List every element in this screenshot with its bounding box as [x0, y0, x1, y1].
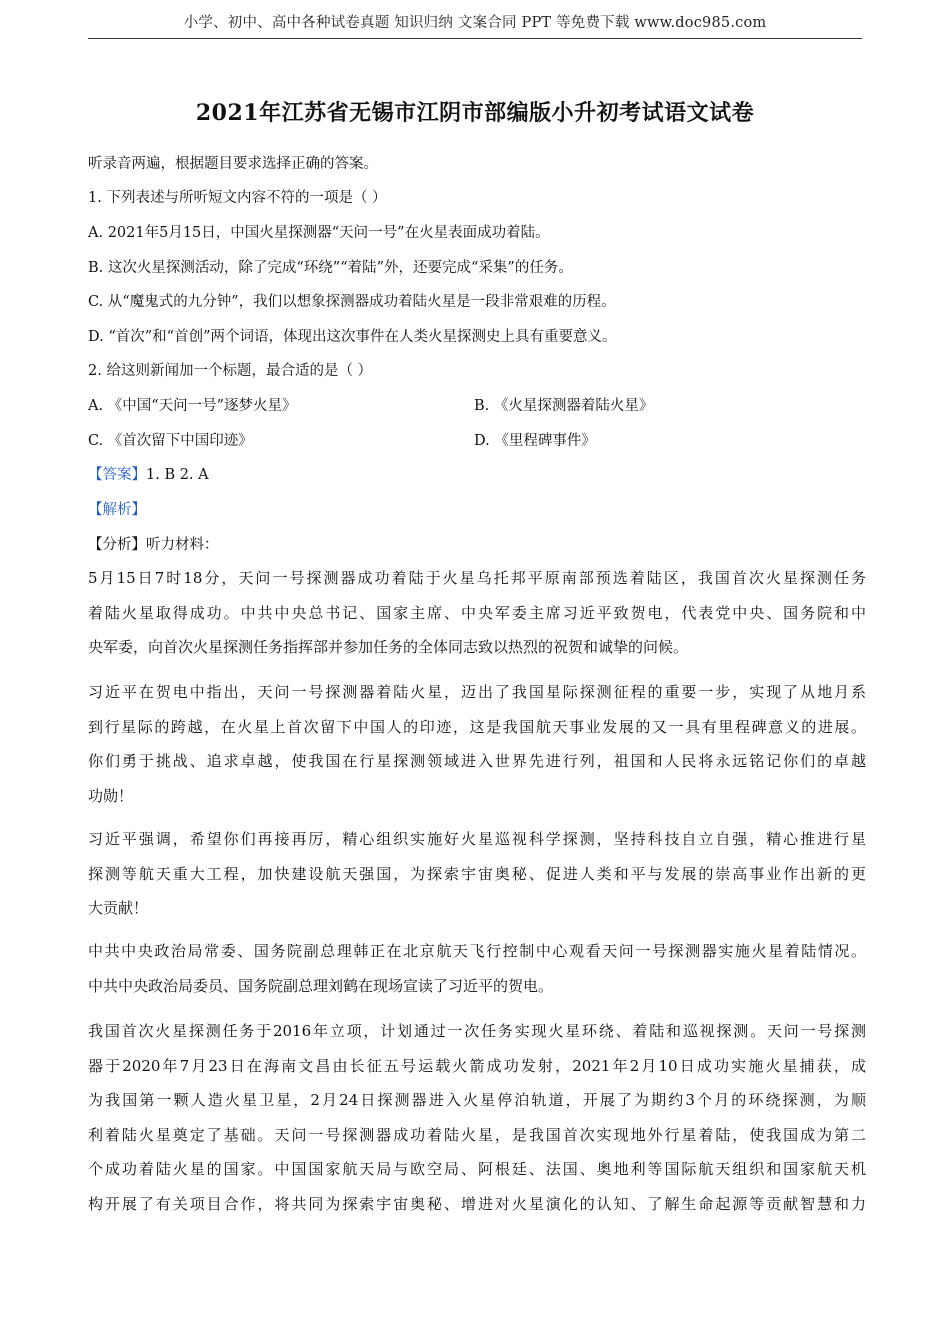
- answer-tag: 【答案】: [88, 467, 146, 483]
- answer-line: [88, 463, 209, 484]
- question-1-option-b: B. 这次火星探测活动，除了完成“环绕”“着陆”外，还要完成“采集”的任务。: [88, 260, 573, 276]
- paragraph-line: 功勋！: [88, 786, 134, 805]
- paragraph-line: 器于2020年7月23日在海南文昌由长征五号运载火箭成功发射，2021年2月10日成功实施火星捕获，成: [88, 1056, 866, 1075]
- question-1-option-d: D. “首次”和“首创”两个词语，体现出这次事件在人类火星探测史上具有重要意义。: [88, 329, 617, 345]
- question-2-stem: 2. 给这则新闻加一个标题，最合适的是（ ）: [88, 363, 373, 379]
- paragraph-1: [88, 561, 866, 665]
- fenxi-text: 听力材料：: [146, 537, 219, 553]
- paragraph-line: 到行星际的跨越，在火星上首次留下中国人的印迹，这是我国航天事业发展的又一具有里程碑意义的进展。: [88, 717, 866, 736]
- paragraph-line: 构开展了有关项目合作，将共同为探索宇宙奥秘、增进对火星演化的认知、了解生命起源等贡献智慧和力: [88, 1194, 866, 1213]
- document-title: 2021年江苏省无锡市江阴市部编版小升初考试语文试卷: [195, 100, 755, 126]
- question-1-option-c: C. 从“魔鬼式的九分钟”，我们以想象探测器成功着陆火星是一段非常艰难的历程。: [88, 294, 616, 310]
- paragraph-line: 中共中央政治局委员、国务院副总理刘鹤在现场宣读了习近平的贺电。: [88, 976, 554, 995]
- analysis-line: [88, 498, 146, 519]
- paragraph-line: 央军委，向首次火星探测任务指挥部并参加任务的全体同志致以热烈的祝贺和诚挚的问候。: [88, 638, 689, 656]
- paragraph-line: 5月15日7时18分，天问一号探测器成功着陆于火星乌托邦平原南部预选着陆区，我国首次火星探测任务: [88, 569, 866, 587]
- paragraph-line: 你们勇于挑战、追求卓越，使我国在行星探测领域进入世界先进行列，祖国和人民将永远铭记你们的卓越: [88, 752, 866, 770]
- paragraph-5: [88, 1014, 866, 1221]
- paragraph-line: 大贡献！: [88, 899, 149, 917]
- paragraph-4: [88, 934, 866, 1003]
- instruction: 听录音两遍，根据题目要求选择正确的答案。: [88, 156, 378, 172]
- paragraph-2: [88, 675, 866, 813]
- question-2-option-b: B. 《火星探测器着陆火星》: [474, 398, 654, 414]
- question-2-option-c: C. 《首次留下中国印迹》: [88, 433, 253, 449]
- answer-text: 1. B 2. A: [146, 467, 209, 483]
- paragraph-3: [88, 822, 866, 926]
- paragraph-line: 利着陆火星奠定了基础。天问一号探测器成功着陆火星，是我国首次实现地外行星着陆，使我国成为第二: [88, 1125, 866, 1144]
- question-1-stem: 1. 下列表述与所听短文内容不符的一项是（ ）: [88, 190, 387, 206]
- question-1-option-a: A. 2021年5月15日，中国火星探测器“天问一号”在火星表面成功着陆。: [88, 225, 550, 241]
- question-2-option-d: D. 《里程碑事件》: [474, 433, 596, 449]
- paragraph-line: 个成功着陆火星的国家。中国国家航天局与欧空局、阿根廷、法国、奥地利等国际航天组织和国家航天机: [88, 1160, 866, 1178]
- header-divider: [88, 38, 862, 39]
- paragraph-line: 着陆火星取得成功。中共中央总书记、国家主席、中央军委主席习近平致贺电，代表党中央、国务院和中: [88, 603, 866, 622]
- paragraph-line: 为我国第一颗人造火星卫星，2月24日探测器进入火星停泊轨道，开展了为期约3个月的环绕探测，为顺: [88, 1091, 866, 1109]
- analysis-tag: 【解析】: [88, 502, 146, 518]
- paragraph-line: 探测等航天重大工程，加快建设航天强国，为探索宇宙奥秘、促进人类和平与发展的崇高事业作出新的更: [88, 864, 866, 883]
- question-2-option-a: A. 《中国“天问一号”逐梦火星》: [88, 398, 297, 414]
- fenxi-tag: 【分析】: [88, 537, 146, 553]
- paragraph-line: 习近平在贺电中指出，天问一号探测器着陆火星，迈出了我国星际探测征程的重要一步，实现了从地月系: [88, 683, 866, 701]
- fenxi-line: [88, 533, 219, 554]
- paragraph-line: 中共中央政治局常委、国务院副总理韩正在北京航天飞行控制中心观看天问一号探测器实施火星着陆情况。: [88, 942, 866, 960]
- paragraph-line: 我国首次火星探测任务于2016年立项，计划通过一次任务实现火星环绕、着陆和巡视探测。天问一号探测: [88, 1022, 866, 1040]
- page-header: 小学、初中、高中各种试卷真题 知识归纳 文案合同 PPT 等免费下载 www.doc985.com: [183, 15, 767, 31]
- paragraph-line: 习近平强调，希望你们再接再厉，精心组织实施好火星巡视科学探测，坚持科技自立自强，精心推进行星: [88, 830, 866, 848]
